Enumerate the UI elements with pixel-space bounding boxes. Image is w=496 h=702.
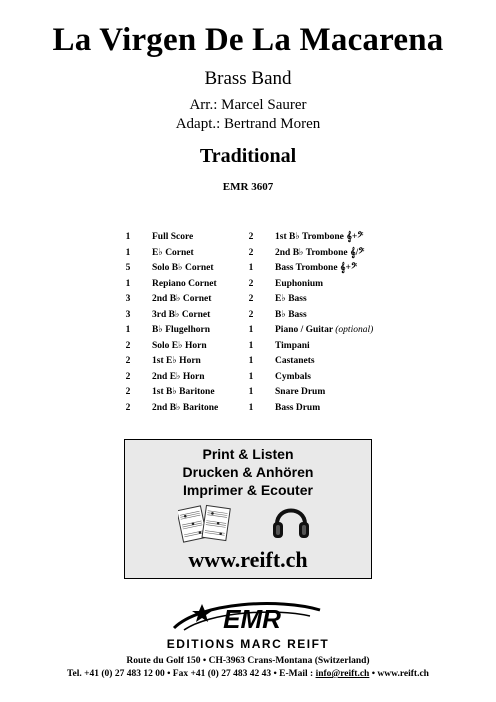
part-name-text: Solo E♭ Horn [152,340,207,351]
logo-text: EMR [223,604,281,634]
part-row [244,277,384,293]
part-name-text: Bass Drum [275,402,321,413]
publisher-contact [0,669,496,679]
part-name [152,292,211,308]
contact-email-link[interactable]: info@reift.ch [315,669,370,679]
part-name [152,246,194,262]
part-name [275,385,325,401]
part-row [244,354,384,370]
part-row [244,401,384,417]
part-quantity: 2 [125,371,131,382]
arranger-credit: Arr.: Marcel Saurer [189,97,307,113]
part-name [275,339,310,355]
part-name-text: 2nd B♭ Trombone 𝄞/𝄢 [275,247,365,258]
part-quantity: 1 [125,325,131,335]
part-quantity: 2 [125,402,131,413]
part-row [121,323,241,339]
part-row [121,246,241,262]
part-quantity: 1 [248,387,254,397]
contact-website[interactable]: • www.reift.ch [369,669,429,679]
part-name-text: Castanets [275,356,315,366]
part-row [244,385,384,401]
part-row [121,277,241,293]
sheet-music-icon [178,502,232,546]
part-row [121,339,241,355]
part-name [152,323,210,339]
part-name-text: Bass Trombone 𝄞+𝄢 [275,263,358,273]
print-listen-box [124,439,372,579]
part-quantity: 3 [125,309,131,320]
catalog-number: EMR 3607 [222,181,274,193]
part-name-text: Snare Drum [275,387,326,397]
part-name [152,277,217,293]
part-quantity: 1 [125,278,131,289]
headphones-icon [271,498,311,542]
promo-line-2: Drucken & Anhören [182,464,314,480]
promo-line-1: Print & Listen [202,446,294,462]
part-row [121,261,241,277]
part-row [244,230,384,246]
part-row [121,308,241,324]
publisher-address: Route du Golf 150 • CH-3963 Crans-Montana (Switzerland) [126,656,370,666]
part-name [275,370,311,386]
part-row [244,246,384,262]
part-name-text: Euphonium [275,278,324,289]
adapter-credit: Adapt.: Bertrand Moren [175,116,321,132]
part-row [121,354,241,370]
part-name-text: Solo B♭ Cornet [152,263,214,273]
composer-credit: Traditional [199,145,297,167]
part-quantity: 1 [248,402,254,413]
part-name [275,246,364,262]
part-quantity: 2 [248,294,254,304]
part-name-text: 1st E♭ Horn [152,356,201,366]
part-row [244,292,384,308]
part-name-text: 2nd B♭ Cornet [152,294,212,304]
part-row [121,292,241,308]
part-quantity: 2 [125,387,131,397]
part-name [152,339,207,355]
part-name-text: Timpani [275,340,310,351]
part-name-text: B♭ Bass [275,309,307,320]
publisher-name: EDITIONS MARC REIFT [166,637,330,651]
part-quantity: 1 [248,356,254,366]
part-name-text: Cymbals [275,371,311,382]
part-quantity: 1 [125,247,131,258]
part-name [152,261,213,277]
ensemble-subtitle: Brass Band [204,68,292,89]
part-quantity: 1 [248,340,254,351]
part-row [244,370,384,386]
part-quantity: 2 [125,356,131,366]
part-quantity: 1 [125,232,131,242]
part-name-text: B♭ Flugelhorn [152,325,211,335]
part-name [275,230,363,246]
part-quantity: 3 [125,294,131,304]
part-name [275,401,320,417]
part-quantity: 2 [248,309,254,320]
part-name-text: 2nd E♭ Horn [152,371,205,382]
part-name-text: 3rd B♭ Cornet [152,309,211,320]
promo-line-3: Imprimer & Ecouter [183,482,313,498]
part-name [275,354,315,370]
part-name [275,323,373,339]
promo-website-url[interactable]: www.reift.ch [188,547,308,572]
part-row [244,323,384,339]
part-name-text: 1st B♭ Baritone [152,387,215,397]
part-name [275,277,323,293]
part-row [121,230,241,246]
part-row [244,261,384,277]
part-quantity: 2 [125,340,131,351]
part-quantity: 1 [248,325,254,335]
part-name [275,292,307,308]
parts-list-right [244,230,384,416]
part-name-text: 1st B♭ Trombone 𝄞+𝄢 [275,232,364,242]
part-row [244,339,384,355]
part-name [152,401,218,417]
part-name [152,308,210,324]
part-note: (optional) [335,325,374,335]
part-name-text: Repiano Cornet [152,278,217,289]
score-title: La Virgen De La Macarena [52,22,444,58]
part-row [121,370,241,386]
part-name-text: 2nd B♭ Baritone [152,402,219,413]
part-row [121,385,241,401]
part-row [244,308,384,324]
part-quantity: 2 [248,278,254,289]
emr-logo [170,598,326,634]
part-name [152,370,205,386]
part-row [121,401,241,417]
part-quantity: 2 [248,232,254,242]
part-quantity: 1 [248,371,254,382]
contact-phone-fax: Tel. +41 (0) 27 483 12 00 • Fax +41 (0) 27 483 42 43 • E-Mail : [67,669,316,679]
part-name-text: E♭ Cornet [152,247,194,258]
part-name-text: Piano / Guitar [275,325,333,335]
part-name [152,354,201,370]
part-name-text: E♭ Bass [275,294,307,304]
part-name-text: Full Score [152,232,194,242]
part-quantity: 1 [248,263,254,273]
part-name [152,385,215,401]
part-name [275,261,357,277]
part-quantity: 5 [125,263,131,273]
parts-list-left [121,230,241,416]
part-name [275,308,307,324]
part-name [152,230,193,246]
part-quantity: 2 [248,247,254,258]
